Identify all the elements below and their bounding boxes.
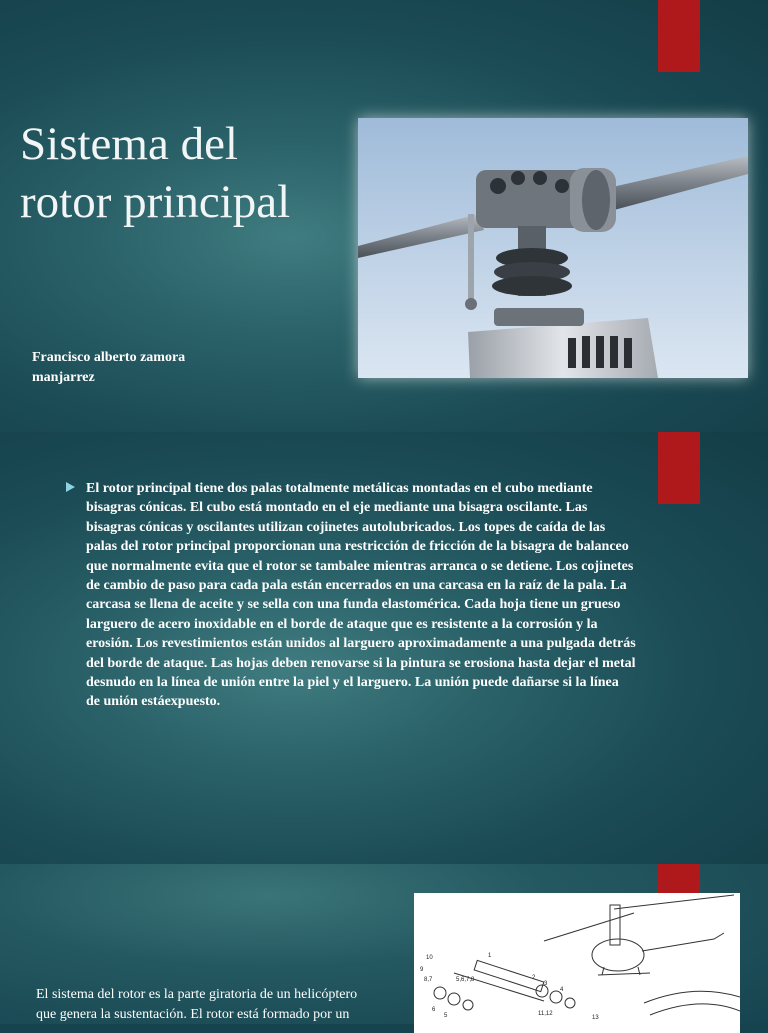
diagram-label: 8,7: [424, 977, 433, 983]
diagram-label: 11,12: [538, 1011, 553, 1017]
rotor-hub-photo: [358, 118, 748, 378]
exploded-diagram: [414, 893, 740, 1033]
diagram-label: 6: [432, 1007, 436, 1013]
diagram-label: 13: [592, 1015, 599, 1021]
diagram-label: 2: [532, 975, 536, 981]
author-name: [32, 348, 242, 388]
diagram-label: 5: [444, 1013, 448, 1019]
bullet-list: [66, 479, 636, 712]
slide-title: [0, 0, 768, 432]
rotor-system-text-line-2: que genera la sustentación. El rotor está formado por un: [36, 1007, 350, 1022]
accent-bar: [658, 432, 700, 504]
author-line-2: manjarrez: [32, 370, 95, 385]
diagram-label: 5,6,7,8: [456, 977, 475, 983]
diagram-label: 10: [426, 955, 433, 961]
diagram-label: 4: [560, 987, 564, 993]
exploded-diagram-drawing: [414, 893, 740, 1033]
rotor-system-text: [36, 985, 408, 1025]
diagram-label: 9: [420, 967, 424, 973]
title-line-2: rotor principal: [20, 176, 291, 229]
accent-bar: [658, 0, 700, 72]
diagram-label: 3: [544, 981, 548, 987]
slide-title-heading: [20, 115, 360, 231]
bullet-paragraph: El rotor principal tiene dos palas totalmente metálicas montadas en el cubo mediante bisagras cónicas. El cubo está montado en el eje mediante una bisagra oscilante. Las bisagras cónicas y oscilantes utilizan cojinetes autolubricados. Los topes de caída de las palas del rotor principal proporcionan una restricción de fricción de la bisagra de balanceo que normalmente evita que el rotor se tambalee mientras arranca o se detiene. Los cojinetes de cambio de paso para cada pala están encerrados en una carcasa en la raíz de la pala. La carcasa se llena de aceite y se sella con una funda elastomérica. Cada hoja tiene un grueso larguero de acero inoxidable en el borde de ataque que es resistente a la corrosión y la erosión. Los revestimientos están unidos al larguero aproximadamente a una pulgada detrás del borde de ataque. Las hojas deben renovarse si la pintura se erosiona hasta dejar el metal desnudo en la línea de unión entre la piel y el larguero. La unión puede dañarse si la línea de unión estáexpuesto.: [86, 481, 636, 710]
author-line-1: Francisco alberto zamora: [32, 350, 186, 365]
diagram-label: 1: [488, 953, 492, 959]
triangle-bullet-icon: [66, 482, 75, 492]
rotor-hub-illustration: [358, 118, 748, 378]
title-line-1: Sistema del: [20, 118, 238, 171]
rotor-system-text-line-1: El sistema del rotor es la parte giratoria de un helicóptero: [36, 987, 358, 1002]
